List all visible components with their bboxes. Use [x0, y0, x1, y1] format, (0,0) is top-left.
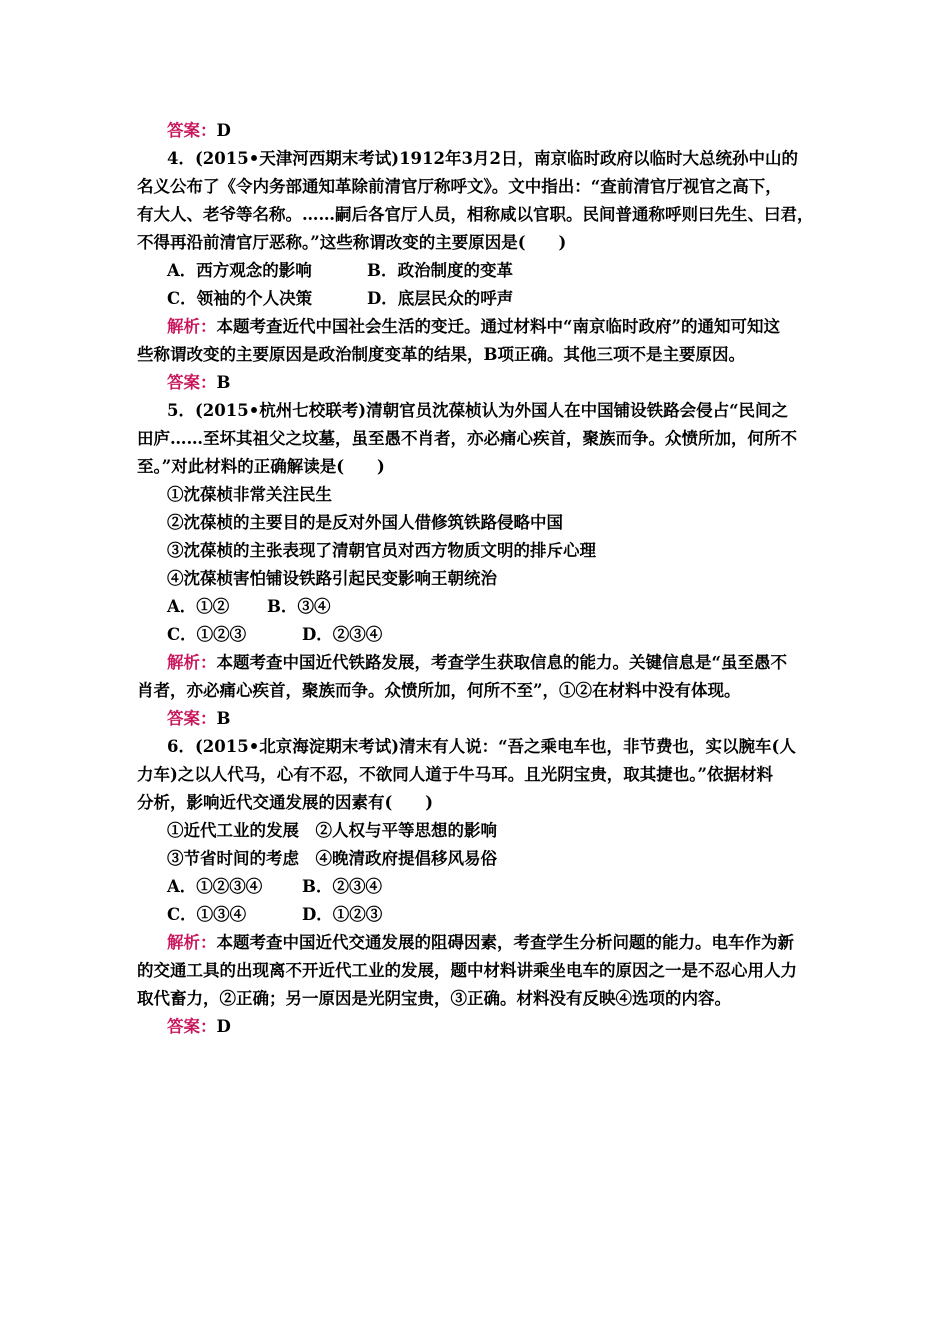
analysis-text: 本题考查近代中国社会生活的变迁。通过材料中“南京临时政府”的通知可知这 [216, 317, 780, 336]
analysis-label: 解析： [167, 653, 217, 672]
q6-stem-line: 分析，影响近代交通发展的因素有( ) [137, 793, 434, 812]
q5-stem-line: 至。”对此材料的正确解读是( ) [137, 457, 385, 476]
q4-answer [137, 369, 817, 397]
q4-stem-line: 4．(2015•天津河西期末考试)1912年3月2日，南京临时政府以临时大总统孙中山的 [167, 149, 798, 168]
q6-options-row [137, 901, 817, 929]
q4-analysis-line: 些称谓改变的主要原因是政治制度变革的结果，B项正确。其他三项不是主要原因。 [137, 345, 745, 364]
q5-stem-line: 田庐……至坏其祖父之坟墓，虽至愚不肖者，亦必痛心疾首，聚族而争。众愤所加，何所不 [137, 429, 797, 448]
q5-item: ①沈葆桢非常关注民生 [167, 485, 332, 504]
answer-value: D [216, 121, 231, 140]
option-d: D．②③④ [302, 625, 383, 644]
q6-analysis-line: 的交通工具的出现离不开近代工业的发展，题中材料讲乘坐电车的原因之一是不忍心用人力 [137, 961, 797, 980]
q4-analysis [137, 313, 817, 341]
option-b: B．②③④ [302, 877, 382, 896]
answer-value: B [216, 709, 231, 728]
q5-item: ④沈葆桢害怕铺设铁路引起民变影响王朝统治 [167, 569, 497, 588]
q5-options-row [137, 621, 817, 649]
q4-options-row [137, 285, 817, 313]
option-c: C．①②③ [167, 625, 247, 644]
q5-stem-line: 5．(2015•杭州七校联考)清朝官员沈葆桢认为外国人在中国铺设铁路会侵占“民间之 [167, 401, 789, 420]
q6-options-row [137, 873, 817, 901]
answer-label: 答案： [167, 1017, 217, 1036]
q5-item: ③沈葆桢的主张表现了清朝官员对西方物质文明的排斥心理 [167, 541, 596, 560]
answer-label: 答案： [167, 373, 217, 392]
answer-label: 答案： [167, 709, 217, 728]
q4-options-row [137, 257, 817, 285]
q4-stem-line: 不得再沿前清官厅恶称。”这些称谓改变的主要原因是( ) [137, 233, 567, 252]
option-d: D．底层民众的呼声 [367, 289, 514, 308]
q4-stem-line: 有大人、老爷等名称。……嗣后各官厅人员，相称咸以官职。民间普通称呼则曰先生、曰君， [137, 205, 814, 224]
q3-answer [137, 117, 817, 145]
document-page [137, 117, 817, 1041]
analysis-label: 解析： [167, 933, 217, 952]
option-c: C．领袖的个人决策 [167, 289, 313, 308]
answer-value: D [216, 1017, 231, 1036]
q6-analysis [137, 929, 817, 957]
option-b: B．③④ [267, 597, 331, 616]
q6-stem-line: 6．(2015•北京海淀期末考试)清末有人说：“吾之乘电车也，非节费也，实以腕车(人 [167, 737, 796, 756]
q5-answer [137, 705, 817, 733]
analysis-text: 本题考查中国近代铁路发展，考查学生获取信息的能力。关键信息是“虽至愚不 [216, 653, 787, 672]
analysis-text: 本题考查中国近代交通发展的阻碍因素，考查学生分析问题的能力。电车作为新 [216, 933, 794, 952]
q6-item: ①近代工业的发展 ②人权与平等思想的影响 [167, 821, 497, 840]
answer-label: 答案： [167, 121, 217, 140]
answer-value: B [216, 373, 231, 392]
q5-item: ②沈葆桢的主要目的是反对外国人借修筑铁路侵略中国 [167, 513, 563, 532]
option-a: A．西方观念的影响 [167, 261, 312, 280]
analysis-label: 解析： [167, 317, 217, 336]
q5-analysis [137, 649, 817, 677]
q6-item: ③节省时间的考虑 ④晚清政府提倡移风易俗 [167, 849, 497, 868]
q6-answer [137, 1013, 817, 1041]
q6-analysis-line: 取代畜力，②正确；另一原因是光阴宝贵，③正确。材料没有反映④选项的内容。 [137, 989, 731, 1008]
q5-analysis-line: 肖者，亦必痛心疾首，聚族而争。众愤所加，何所不至”，①②在材料中没有体现。 [137, 681, 741, 700]
q6-stem-line: 力车)之以人代马，心有不忍，不欲同人道于牛马耳。且光阴宝贵，取其捷也。”依据材料 [137, 765, 774, 784]
option-d: D．①②③ [302, 905, 383, 924]
option-a: A．①②③④ [167, 877, 263, 896]
option-c: C．①③④ [167, 905, 247, 924]
option-b: B．政治制度的变革 [367, 261, 513, 280]
q5-options-row [137, 593, 817, 621]
option-a: A．①② [167, 597, 230, 616]
q4-stem-line: 名义公布了《令内务部通知革除前清官厅称呼文》。文中指出：“查前清官厅视官之高下， [137, 177, 782, 196]
